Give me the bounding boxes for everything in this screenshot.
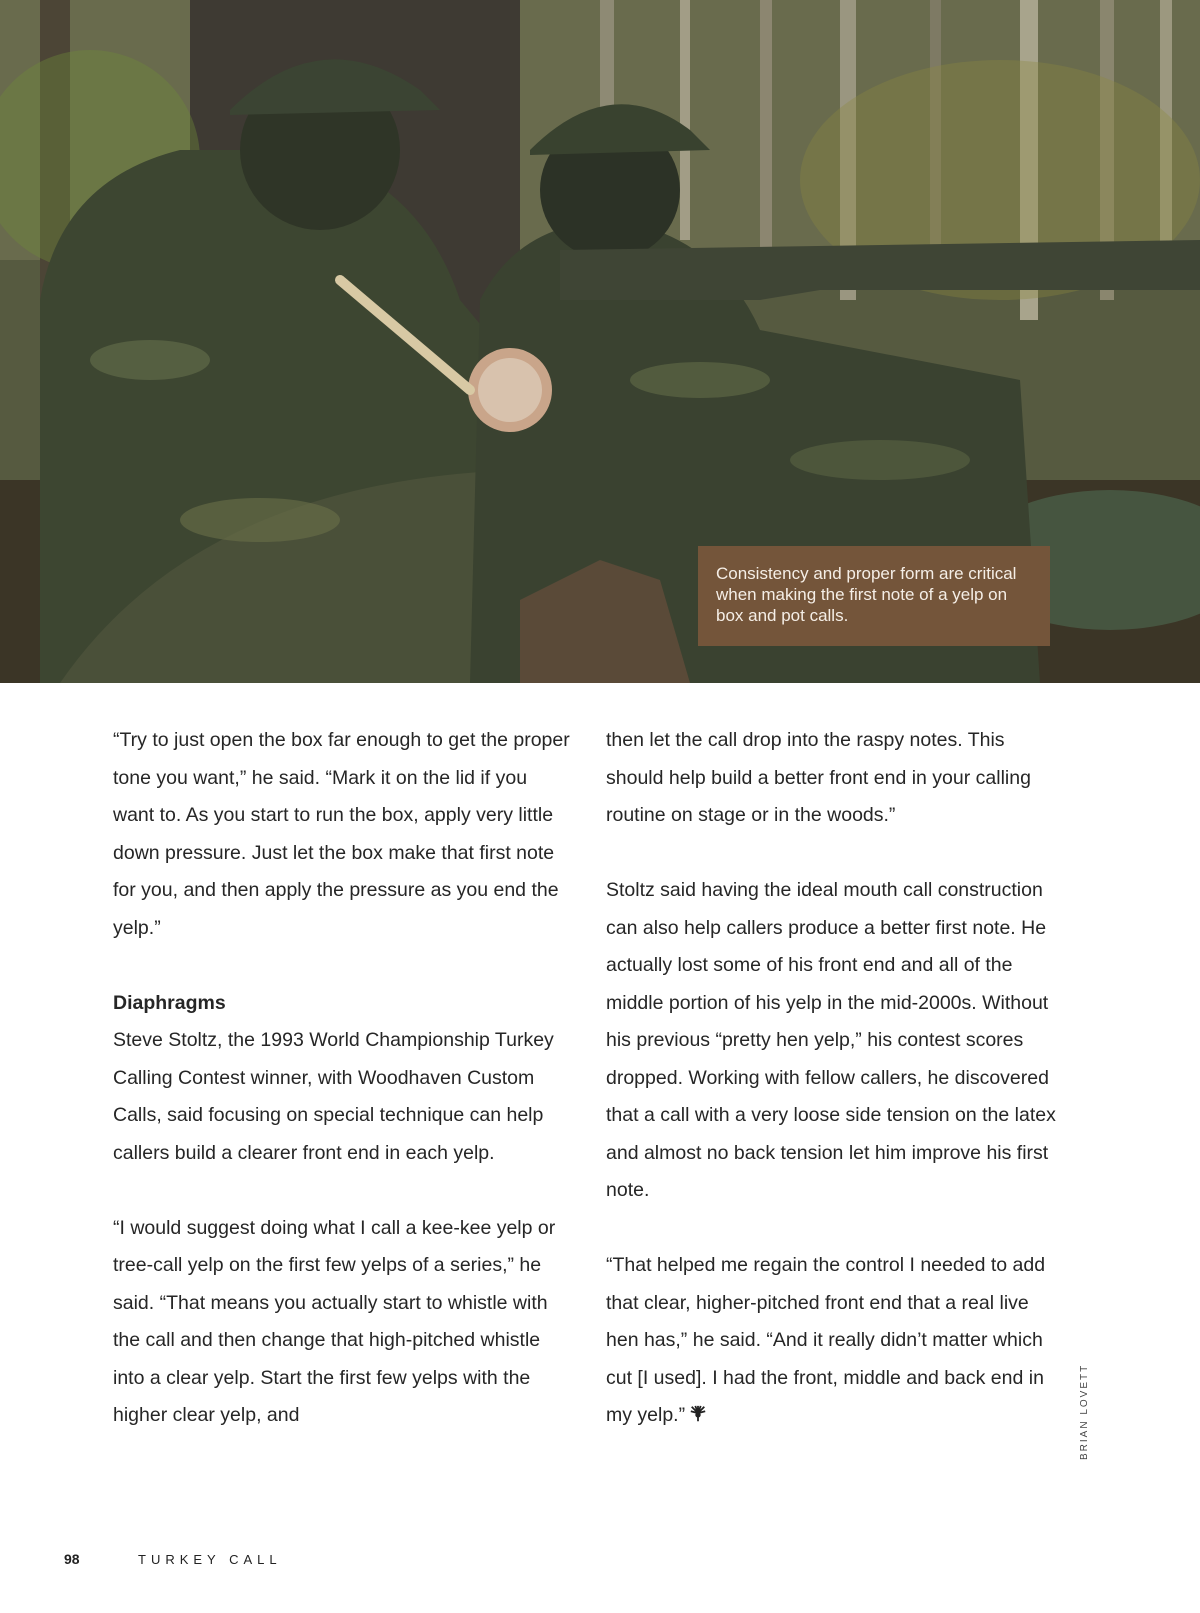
photo-credit: BRIAN LOVETT xyxy=(1079,1363,1090,1460)
article-column-right xyxy=(606,722,1056,1435)
hero-photo xyxy=(0,0,1200,683)
paragraph: Steve Stoltz, the 1993 World Championship Turkey Calling Contest winner, with Woodhaven Custom Calls, said focusing on special technique can help callers build a clearer front end in each yelp. xyxy=(113,1029,554,1164)
paragraph: “I would suggest doing what I call a kee-kee yelp or tree-call yelp on the first few yelps of a series,” he said. “That means you actually start to whistle with the call and then change that high-pitched whistle into a clear yelp. Start the first few yelps with the higher clear yelp, and xyxy=(113,1216,556,1426)
paragraph: Stoltz said having the ideal mouth call construction can also help callers produce a better first note. He actually lost some of his front end and all of the middle portion of his yelp in the mid-2000s. Without his previous “pretty hen yelp,” his contest scores dropped. Working with fellow callers, he discovered that a call with a very loose side tension on the latex and almost no back tension let him improve his first note. xyxy=(606,879,1056,1201)
page-number: 98 xyxy=(64,1551,80,1567)
publication-name: TURKEY CALL xyxy=(138,1552,282,1567)
turkey-end-mark-icon xyxy=(689,1405,707,1423)
photo-caption: Consistency and proper form are critical when making the first note of a yelp on box and pot calls. xyxy=(698,546,1050,646)
paragraph xyxy=(606,1247,1056,1435)
article-column-left xyxy=(113,722,573,1435)
paragraph-text: “That helped me regain the control I needed to add that clear, higher-pitched front end that a real live hen has,” he said. “And it really didn’t matter which cut [I used]. I had the front, middle and back end in my yelp.” xyxy=(606,1254,1046,1426)
paragraph: then let the call drop into the raspy notes. This should help build a better front end in your calling routine on stage or in the woods.” xyxy=(606,729,1031,826)
section-heading: Diaphragms xyxy=(113,991,226,1014)
paragraph: “Try to just open the box far enough to get the proper tone you want,” he said. “Mark it on the lid if you want to. As you start to run the box, apply very little down pressure. Just let the box make that first note for you, and then apply the pressure as you end the yelp.” xyxy=(113,729,570,939)
